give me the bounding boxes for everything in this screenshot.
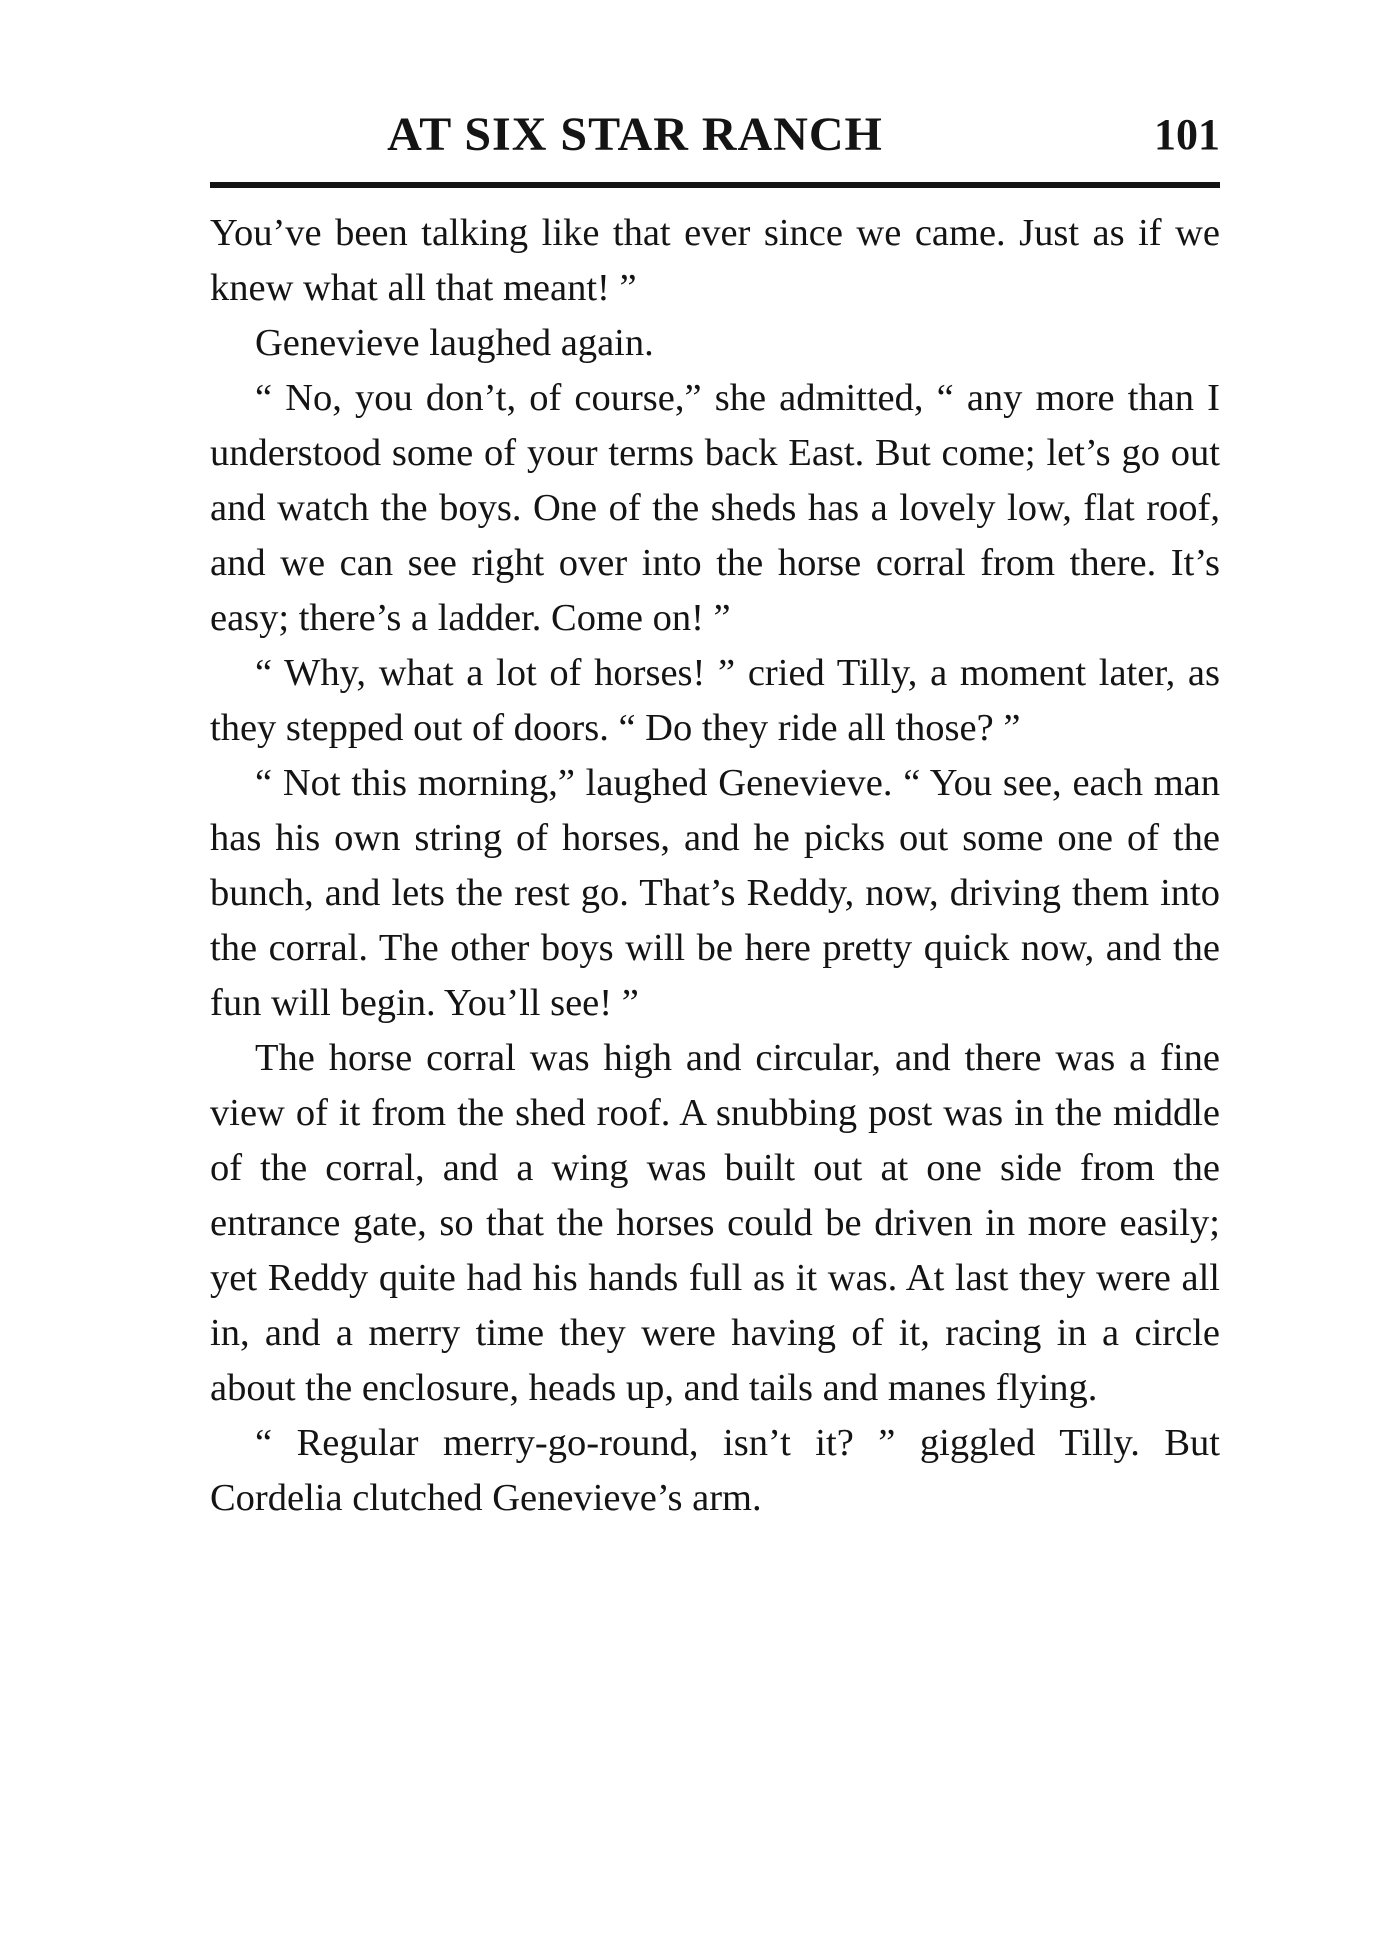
running-head (210, 100, 1220, 170)
paragraph: The horse corral was high and circular, and there was a fine view of it from the shed roof. A snubbing post was in the middle of the corral, and a wing was built out at one side from the entrance gate, so that the horses could be driven in more easily; yet Reddy quite had his hands full as it was. At last they were all in, and a merry time they were having of it, racing in a circle about the enclosure, heads up, and tails and manes flying. (210, 1037, 1220, 1409)
paragraph: Genevieve laughed again. (255, 322, 654, 364)
header-rule (210, 182, 1220, 188)
running-title: AT SIX STAR RANCH (387, 108, 883, 161)
body-text (210, 206, 1220, 1526)
paragraph: “ Why, what a lot of horses! ” cried Tilly, a moment later, as they stepped out of doors. “ Do they ride all those? ” (210, 652, 1220, 749)
paragraph: “ No, you don’t, of course,” she admitted, “ any more than I understood some of your terms back East. But come; let’s go out and watch the boys. One of the sheds has a lovely low, flat roof, and we can see right over into the horse corral from there. It’s easy; there’s a ladder. Come on! ” (210, 377, 1220, 639)
page-number: 101 (1154, 110, 1220, 159)
paragraph: You’ve been talking like that ever since we came. Just as if we knew what all that meant! ” (210, 212, 1220, 309)
paragraph: “ Regular merry-go-round, isn’t it? ” giggled Tilly. But Cordelia clutched Genevieve’s arm. (210, 1422, 1220, 1519)
paragraph: “ Not this morning,” laughed Genevieve. “ You see, each man has his own string of horses, and he picks out some one of the bunch, and lets the rest go. That’s Reddy, now, driving them into the corral. The other boys will be here pretty quick now, and the fun will begin. You’ll see! ” (210, 762, 1220, 1024)
